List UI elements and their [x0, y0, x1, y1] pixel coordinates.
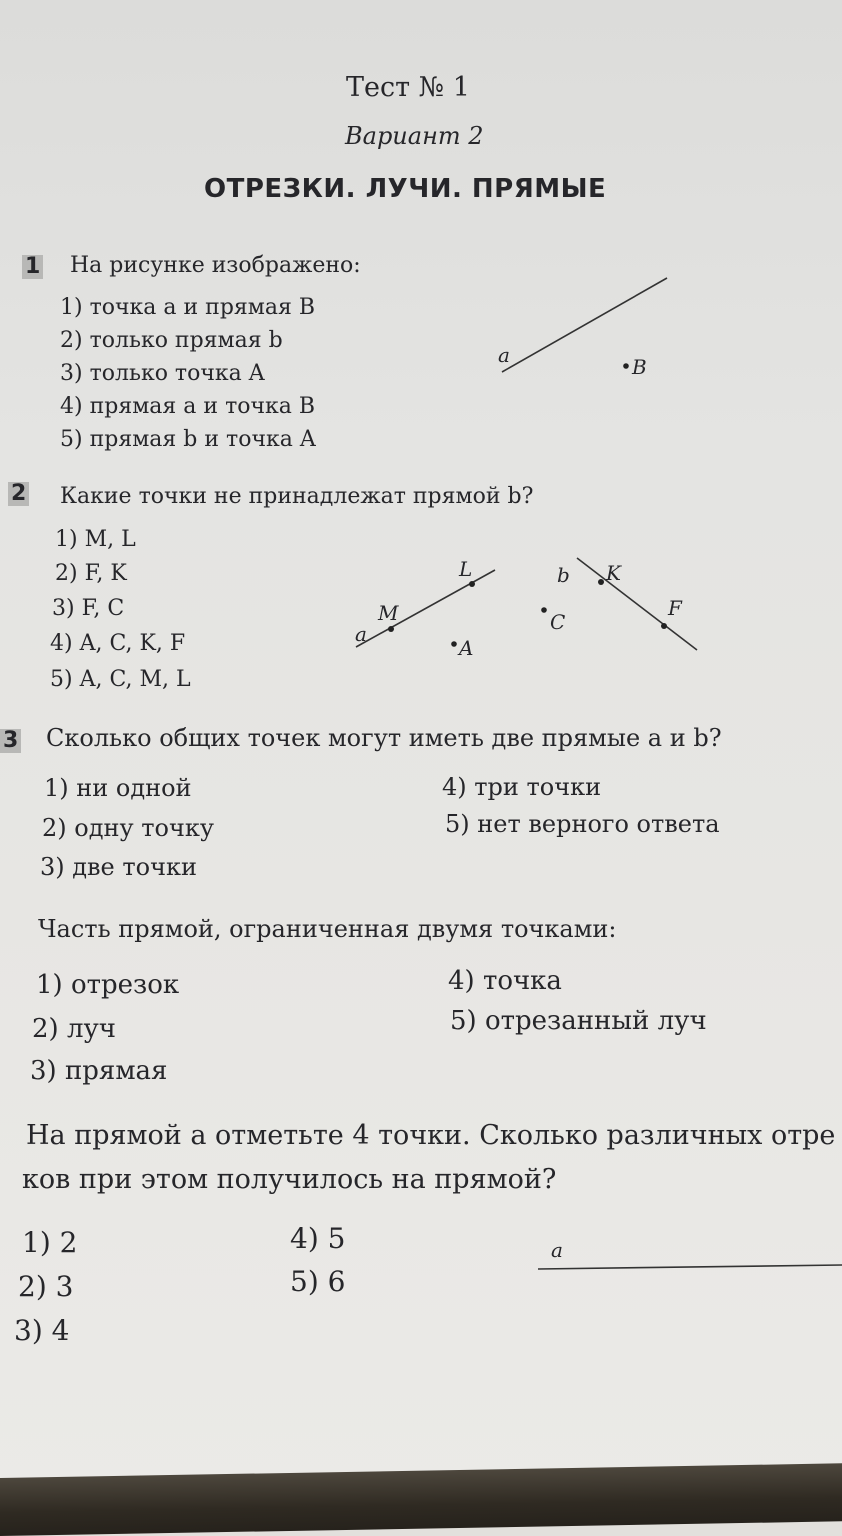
- q2-point-f: [661, 623, 667, 629]
- q1-label-a: a: [498, 343, 510, 367]
- test-title: Тест № 1: [346, 72, 470, 103]
- q1-option-1[interactable]: 1) точка a и прямая B: [60, 295, 316, 320]
- question-2-number: 2: [8, 482, 29, 506]
- q2-option-1[interactable]: 1) M, L: [55, 527, 136, 552]
- q2-label-m: M: [378, 601, 399, 625]
- question-3-number: 3: [0, 729, 21, 753]
- q2-point-c: [541, 607, 547, 613]
- q2-option-5[interactable]: 5) A, C, M, L: [50, 667, 191, 692]
- q2-option-4[interactable]: 4) A, C, K, F: [50, 631, 186, 656]
- q1-option-3[interactable]: 3) только точка A: [60, 361, 265, 386]
- question-2-text: Какие точки не принадлежат прямой b?: [60, 484, 534, 509]
- q3-option-4[interactable]: 4) три точки: [442, 773, 602, 801]
- q1-option-4[interactable]: 4) прямая a и точка B: [60, 394, 316, 419]
- q1-option-5[interactable]: 5) прямая b и точка A: [60, 427, 316, 452]
- q3-option-5[interactable]: 5) нет верного ответа: [445, 810, 720, 838]
- q2-point-a: [451, 641, 457, 647]
- q2-line-a: [356, 570, 495, 647]
- q1-option-2[interactable]: 2) только прямая b: [60, 328, 283, 353]
- question-5-text-line-2: ков при этом получилось на прямой?: [22, 1164, 557, 1195]
- variant-label: Вариант 2: [345, 122, 484, 150]
- q4-option-1[interactable]: 1) отрезок: [36, 970, 180, 1000]
- q3-option-1[interactable]: 1) ни одной: [44, 774, 192, 802]
- q2-label-a-line: a: [355, 622, 367, 646]
- question-1-text: На рисунке изображено:: [70, 253, 361, 278]
- q5-label-a: a: [551, 1238, 563, 1262]
- q2-option-2[interactable]: 2) F, K: [55, 561, 127, 586]
- q2-point-l: [469, 581, 475, 587]
- q4-option-5[interactable]: 5) отрезанный луч: [450, 1006, 707, 1036]
- q2-label-l: L: [459, 557, 473, 581]
- q1-point-b: [623, 363, 629, 369]
- question-4-text: Часть прямой, ограниченная двумя точками:: [38, 915, 617, 943]
- question-1-number: 1: [22, 255, 43, 279]
- q1-label-b: B: [632, 355, 647, 379]
- q3-option-2[interactable]: 2) одну точку: [42, 814, 214, 842]
- q2-point-m: [388, 626, 394, 632]
- q4-option-3[interactable]: 3) прямая: [30, 1056, 168, 1086]
- q2-point-k: [598, 579, 604, 585]
- q2-label-c: C: [550, 610, 566, 634]
- section-heading: ОТРЕЗКИ. ЛУЧИ. ПРЯМЫЕ: [204, 174, 607, 204]
- q5-option-4[interactable]: 4) 5: [290, 1222, 346, 1255]
- q4-option-4[interactable]: 4) точка: [448, 966, 562, 996]
- q5-option-5[interactable]: 5) 6: [290, 1265, 346, 1298]
- q4-option-2[interactable]: 2) луч: [32, 1014, 116, 1044]
- q2-label-a-point: A: [459, 636, 474, 660]
- q2-option-3[interactable]: 3) F, C: [52, 596, 125, 621]
- q5-option-3[interactable]: 3) 4: [14, 1314, 70, 1347]
- q5-option-2[interactable]: 2) 3: [18, 1270, 74, 1303]
- question-3-text: Сколько общих точек могут иметь две прямые a и b?: [46, 724, 722, 752]
- q2-label-f: F: [668, 596, 682, 620]
- q3-option-3[interactable]: 3) две точки: [40, 853, 197, 881]
- question-5-text-line-1: На прямой a отметьте 4 точки. Сколько различных отре: [26, 1120, 836, 1151]
- q2-label-b-line: b: [557, 563, 570, 587]
- q5-option-1[interactable]: 1) 2: [22, 1226, 78, 1259]
- q5-line-a: [538, 1265, 842, 1269]
- q2-label-k: K: [606, 561, 621, 585]
